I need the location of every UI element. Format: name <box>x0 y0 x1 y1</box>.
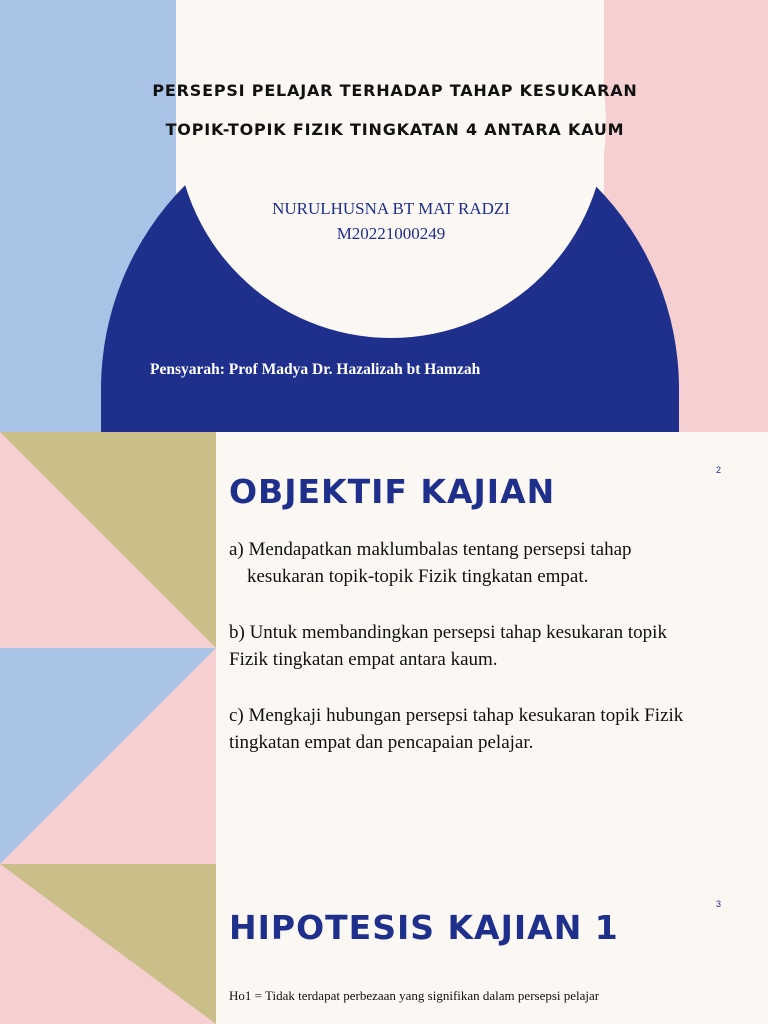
decorative-triangles <box>0 432 216 864</box>
lecturer-line: Pensyarah: Prof Madya Dr. Hazalizah bt Hamzah <box>150 361 481 378</box>
objective-a-line-2: kesukaran topik-topik Fizik tingkatan empat. <box>247 566 589 587</box>
hypothesis-slide <box>0 864 768 1024</box>
title-slide <box>0 0 768 432</box>
objectives-slide <box>0 432 768 864</box>
objective-a <box>229 536 719 590</box>
objective-c: c) Mengkaji hubungan persepsi tahap kesukaran topik Fizik tingkatan empat dan pencapaian pelajar. <box>229 705 684 753</box>
decorative-triangles <box>0 864 216 1024</box>
title-line-1: PERSEPSI PELAJAR TERHADAP TAHAP KESUKARAN <box>152 81 638 100</box>
hypothesis-text: Ho1 = Tidak terdapat perbezaan yang signifikan dalam persepsi pelajar <box>229 988 600 1003</box>
objective-b: b) Untuk membandingkan persepsi tahap kesukaran topik Fizik tingkatan empat antara kaum. <box>229 622 667 670</box>
title-line-2: TOPIK-TOPIK FIZIK TINGKATAN 4 ANTARA KAUM <box>165 120 625 139</box>
slide-heading: OBJEKTIF KAJIAN <box>229 472 556 511</box>
author-name: NURULHUSNA BT MAT RADZI <box>272 199 510 218</box>
objective-a-line-1: a) Mendapatkan maklumbalas tentang persepsi tahap <box>229 539 632 560</box>
page-number: 3 <box>716 899 722 909</box>
author-id: M20221000249 <box>336 224 446 243</box>
page-number: 2 <box>716 465 722 475</box>
slide-heading: HIPOTESIS KAJIAN 1 <box>229 908 619 947</box>
